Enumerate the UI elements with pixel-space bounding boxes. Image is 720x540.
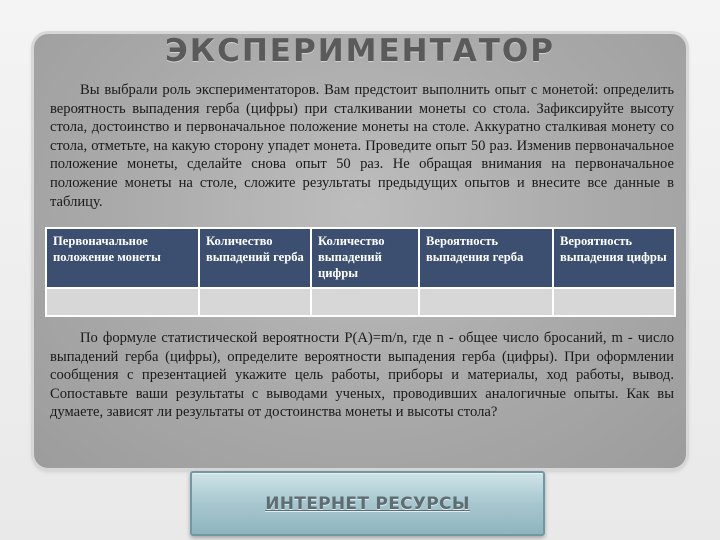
table-cell bbox=[419, 288, 553, 316]
internet-resources-label: ИНТЕРНЕТ РЕСУРСЫ bbox=[265, 493, 470, 514]
table-cell bbox=[199, 288, 311, 316]
header-heads-count: Количество выпадений герба bbox=[199, 228, 311, 288]
table-cell bbox=[311, 288, 419, 316]
results-table bbox=[45, 227, 676, 317]
internet-resources-button[interactable] bbox=[190, 471, 545, 536]
header-initial-position: Первоначальное положение монеты bbox=[46, 228, 199, 288]
table-row bbox=[46, 288, 675, 316]
header-heads-probability: Вероятность выпадения герба bbox=[419, 228, 553, 288]
table-header-row bbox=[46, 228, 675, 288]
header-tails-probability: Вероятность выпадения цифры bbox=[553, 228, 675, 288]
instructions-paragraph: По формуле статистической вероятности P(A)=m/n, где n - общее число бросаний, m - число выпадений герба (цифры), определите вероятности выпадения герба (цифры). При оформлении сообщения с презентацией укажите цель работы, приборы и материалы, ход работы, вывод. Сопоставьте ваши результаты с выводами ученых, проводивших аналогичные опыты. Как вы думаете, зависят ли результаты от достоинства монеты и высоты стола? bbox=[50, 330, 674, 421]
slide-title: ЭКСПЕРИМЕНТАТОР bbox=[165, 33, 555, 69]
table-cell bbox=[553, 288, 675, 316]
header-tails-count: Количество выпадений цифры bbox=[311, 228, 419, 288]
intro-paragraph: Вы выбрали роль экспериментаторов. Вам предстоит выполнить опыт с монетой: определить вероятность выпадения герба (цифры) при сталкивании монеты со стола. Зафиксируйте высоту стола, достоинство и первоначальное положение монеты на столе. Аккуратно сталкивая монету со стола, отметьте, на какую сторону упадет монета. Проведите опыт 50 раз. Изменив первоначальное положение монеты, сделайте снова опыт 50 раз. Не обращая внимания на первоначальное положение монеты на столе, сложите результаты предыдущих опытов и внесите все данные в таблицу. bbox=[50, 82, 674, 210]
table-cell bbox=[46, 288, 199, 316]
